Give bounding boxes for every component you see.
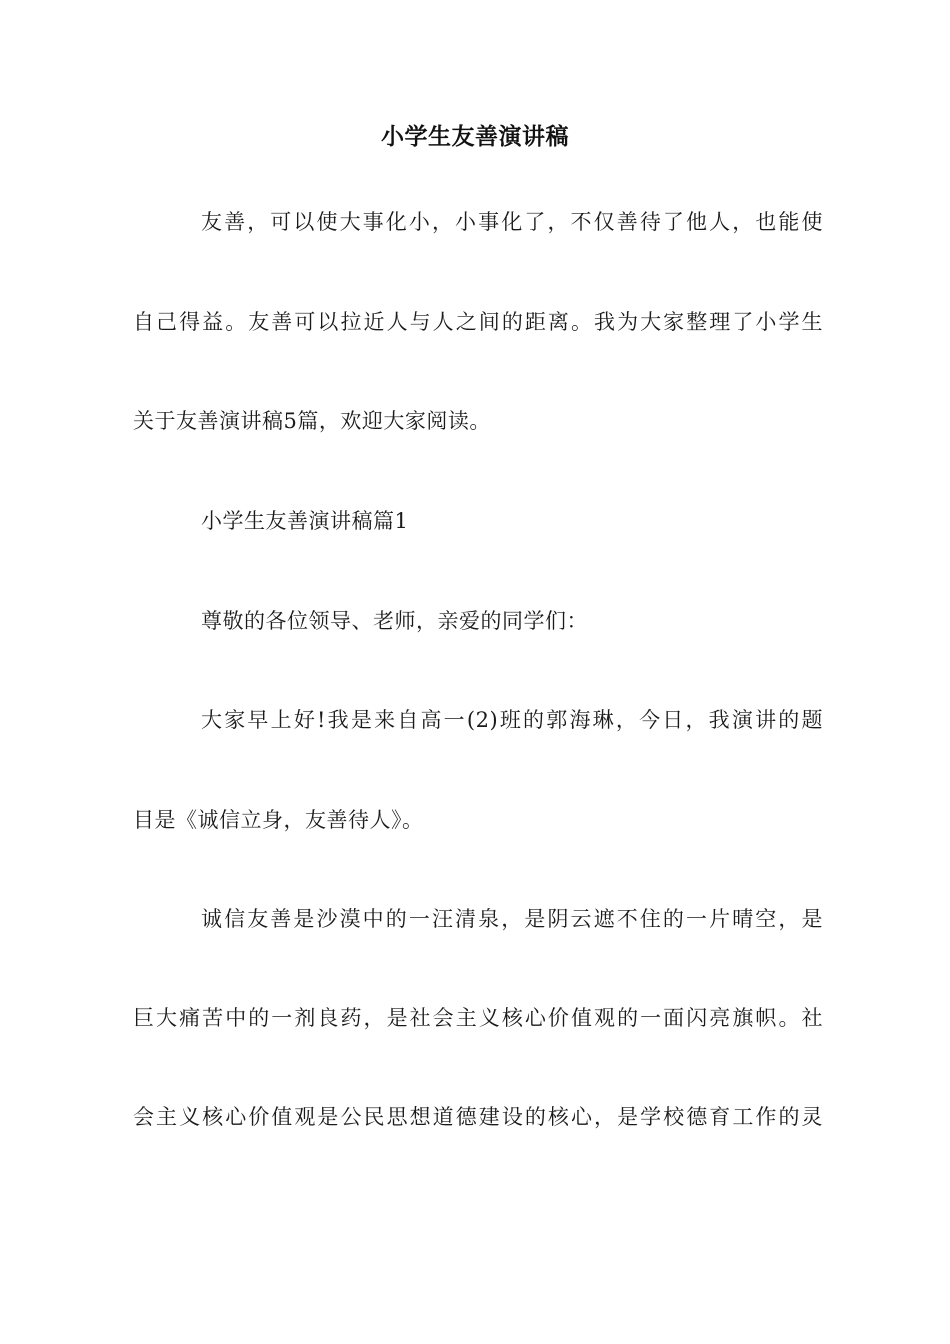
document-title: 小学生友善演讲稿 [381,124,569,150]
paragraph-line: 自己得益。友善可以拉近人与人之间的距离。我为大家整理了小学生 [133,310,823,334]
paragraph-line: 诚信友善是沙漠中的一汪清泉，是阴云遮不住的一片晴空，是 [201,907,823,931]
paragraph-line: 尊敬的各位领导、老师，亲爱的同学们： [201,609,588,633]
section-heading: 小学生友善演讲稿篇1 [201,509,409,533]
paragraph-line: 会主义核心价值观是公民思想道德建设的核心，是学校德育工作的灵 [133,1105,823,1129]
paragraph-line: 巨大痛苦中的一剂良药，是社会主义核心价值观的一面闪亮旗帜。社 [133,1006,823,1030]
paragraph-line: 关于友善演讲稿5篇，欢迎大家阅读。 [133,409,491,433]
paragraph-line: 目是《诚信立身，友善待人》。 [133,808,424,832]
paragraph-line: 大家早上好!我是来自高一(2)班的郭海琳，今日，我演讲的题 [201,708,823,732]
paragraph-line: 友善，可以使大事化小，小事化了，不仅善待了他人，也能使 [201,210,823,234]
